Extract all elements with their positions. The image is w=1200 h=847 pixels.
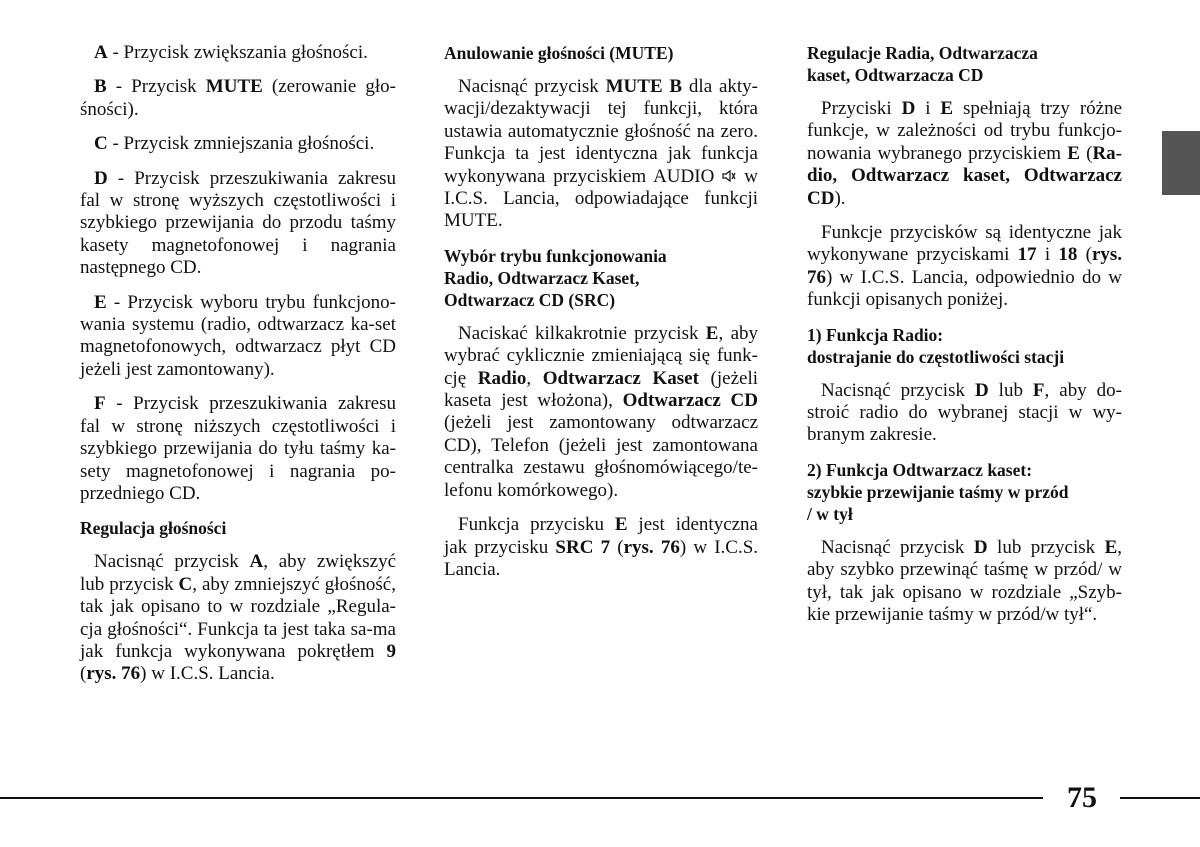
- footer-rule-left: [0, 797, 1043, 799]
- heading-radio-tape-cd-controls: Regulacje Radia, Odtwarzacza kaset, Odtwarzacza CD: [807, 43, 1038, 85]
- paragraph-button-f: F - Przycisk przeszukiwania zakresu fal w stronę niższych częstotliwości i szybkiego przewijania do tyłu taśmy ka-sety magnetofonowej i nagrania po-przedniego CD.: [80, 393, 396, 504]
- section-tab-marker: [1162, 131, 1200, 195]
- paragraph-button-d: D - Przycisk przeszukiwania zakresu fal w stronę wyższych częstotliwości i szybkiego przewijania do przodu taśmy kasety magnetofonowej i nagrania następnego CD.: [80, 167, 396, 279]
- heading-radio-function: 1) Funkcja Radio: dostrajanie do częstotliwości stacji: [807, 324, 1065, 367]
- speaker-mute-icon: [722, 169, 736, 183]
- column-middle: [444, 42, 758, 581]
- paragraph-radio-function: Nacisnąć przycisk D lub F, aby do-stroić radio do wybranej stacji w wy-branym zakresie.: [807, 379, 1122, 446]
- paragraph-source-select: Naciskać kilkakrotnie przycisk E, aby wybrać cyklicznie zmieniającą się funk-cję Radio, Odtwarzacz Kaset (jeżeli kaseta jest włożona), Odtwarzacz CD (jeżeli jest zamontowany odtwarzacz CD), Telefon (jeżeli jest zamontowana centralka zestawu głośnomówiącego/te-lefonu komórkowego).: [444, 322, 759, 501]
- paragraph-mute: Nacisnąć przycisk MUTE B dla akty-wacji/dezaktywacji tej funkcji, która ustawia automatycznie głośność na zero. Funkcja ta jest identyczna jak funkcja wykonywana przyciskiem AUDIO w I.C.S. Lancia, odpowiadające funkcji MUTE.: [444, 76, 758, 232]
- paragraph-button-b: B - Przycisk MUTE (zerowanie gło-śności).: [80, 76, 396, 120]
- heading-tape-function: 2) Funkcja Odtwarzacz kaset: szybkie przewijanie taśmy w przód / w tył: [807, 459, 1069, 524]
- paragraph-tape-function: Nacisnąć przycisk D lub przycisk E, aby szybko przewinąć taśmę w przód/ w tył, tak jak opisano w rozdziale „Szyb-kie przewijanie taśmy w przód/w tył“.: [807, 536, 1122, 626]
- paragraph-button-c: C - Przycisk zmniejszania głośności.: [94, 133, 375, 155]
- paragraph-button-e-src: Funkcja przycisku E jest identyczna jak przycisku SRC 7 (rys. 76) w I.C.S. Lancia.: [444, 514, 759, 580]
- page-number: 75: [1067, 781, 1097, 814]
- paragraph-button-e: E - Przycisk wyboru trybu funkcjono-wania systemu (radio, odtwarzacz ka-set magnetofonowych, odtwarzacz płyt CD jeżeli jest zamontowany).: [80, 291, 396, 380]
- paragraph-buttons-17-18: Funkcje przycisków są identyczne jak wykonywane przyciskami 17 i 18 (rys. 76) w I.C.S. Lancia, odpowiednio do w funkcji opisanych poniżej.: [807, 222, 1123, 311]
- paragraph-volume-control: Nacisnąć przycisk A, aby zwiększyć lub przycisk C, aby zmniejszyć głośność, tak jak opisano to w rozdziale „Regula-cja głośności“. Funkcja ta jest taka sa-ma jak funkcja wykonywana pokrętłem 9 (rys. 76) w I.C.S. Lancia.: [80, 551, 397, 685]
- column-left: [80, 42, 396, 686]
- heading-volume-control: Regulacja głośności: [80, 518, 227, 539]
- paragraph-button-a: A - Przycisk zwiększania głośności.: [94, 42, 368, 63]
- heading-source-select: Wybór trybu funkcjonowania Radio, Odtwarzacz Kaset, Odtwarzacz CD (SRC): [444, 245, 667, 310]
- paragraph-buttons-d-e: Przyciski D i E spełniają trzy różne funkcje, w zależności od trybu funkcjo-nowania wybranego przyciskiem E (Ra-dio, Odtwarzacz kaset, Odtwarzacz CD).: [807, 98, 1123, 209]
- column-right: [807, 42, 1122, 627]
- heading-mute: Anulowanie głośności (MUTE): [444, 43, 674, 63]
- footer-rule-right: [1120, 797, 1200, 799]
